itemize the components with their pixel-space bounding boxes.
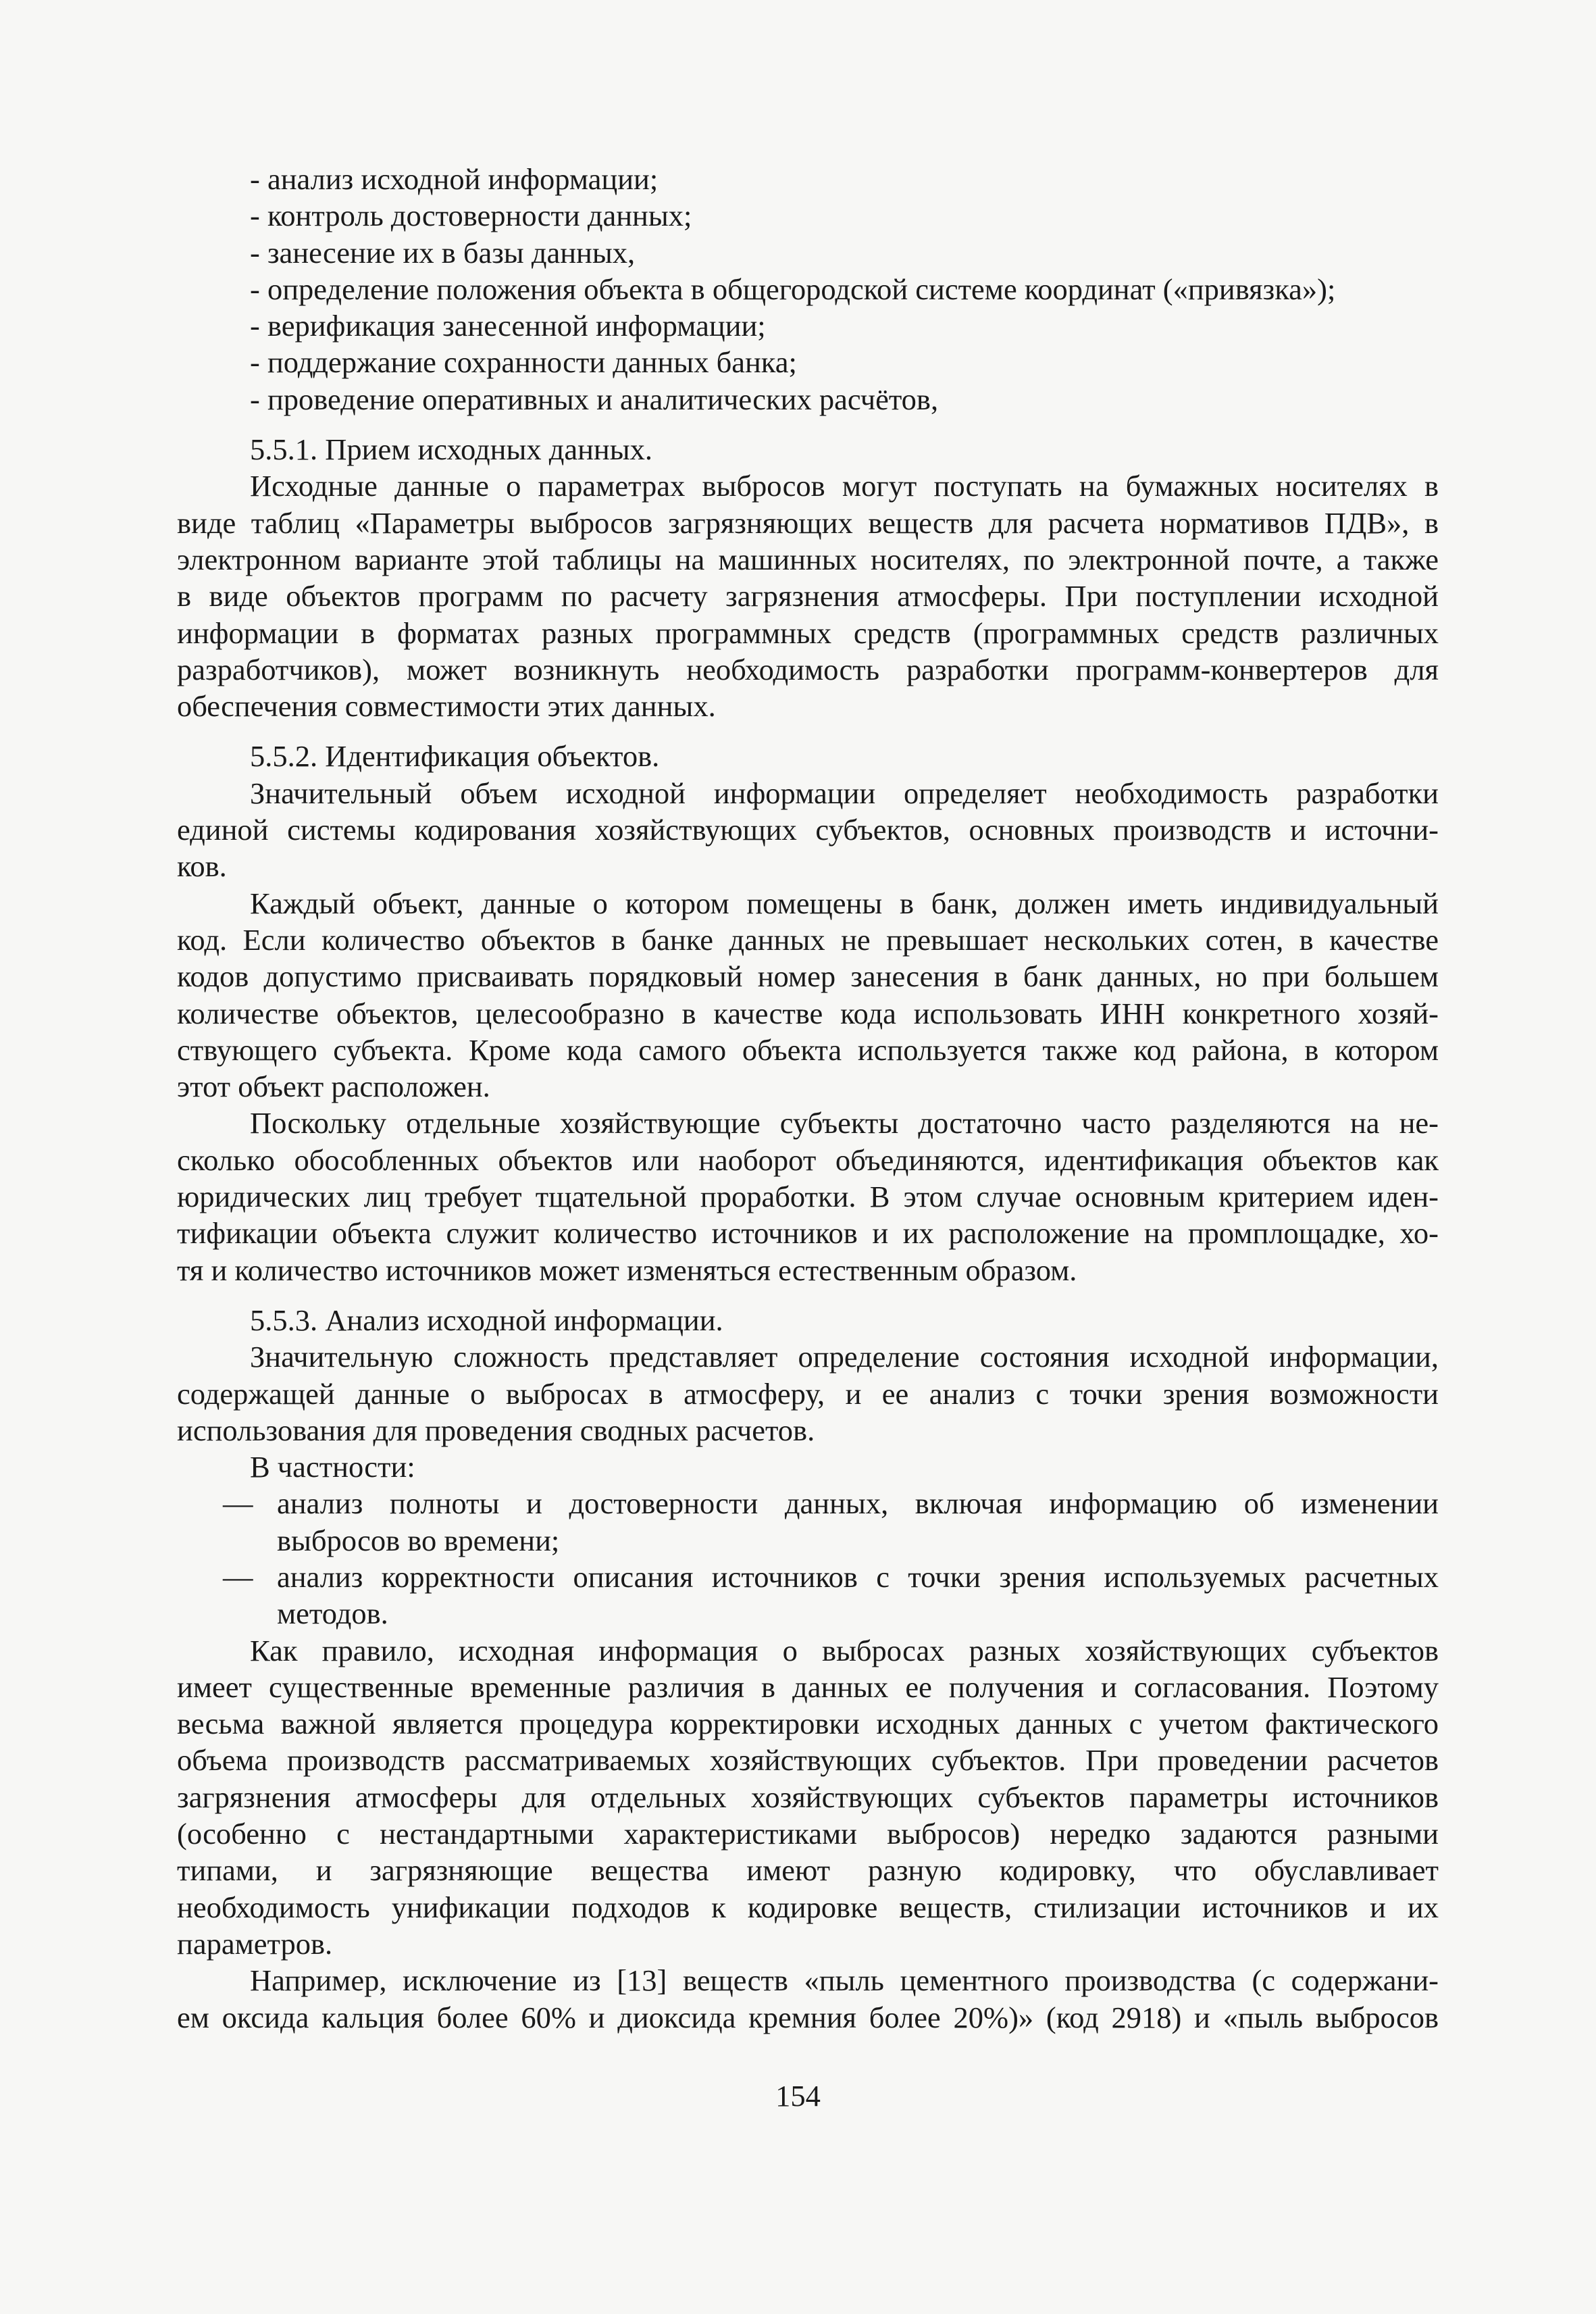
paragraph-line: информации в форматах разных программных средств (программных средств различных (177, 615, 1439, 650)
dash-list-item (177, 1559, 1439, 1632)
section-5-5-2 (177, 738, 1439, 1288)
paragraph-line: Исходные данные о параметрах выбросов могут поступать на бумажных носителях в (250, 469, 1439, 503)
section-5-5-3 (177, 1302, 1439, 2036)
paragraph-line: Поскольку отдельные хозяйствующие субъекты достаточно часто разделяются на не- (250, 1106, 1439, 1140)
section-heading: 5.5.3. Анализ исходной информации. (250, 1303, 723, 1337)
page-body (177, 161, 1439, 2036)
section-heading: 5.5.1. Прием исходных данных. (250, 432, 653, 467)
paragraph-line: весьма важной является процедура корректировки исходных данных с учетом фактического (177, 1707, 1439, 1741)
task-list (177, 161, 1439, 418)
list-item: - проведение оперативных и аналитических расчётов, (250, 382, 939, 416)
paragraph-line: единой системы кодирования хозяйствующих субъектов, основных производств и источни- (177, 813, 1439, 847)
page-number: 154 (775, 2079, 821, 2113)
section-5-5-1 (177, 431, 1439, 724)
paragraph-line: анализ корректности описания источников с точки зрения используемых расчетных (277, 1559, 1439, 1594)
section-heading: 5.5.2. Идентификация объектов. (250, 739, 660, 774)
paragraph-line: тификации объекта служит количество источников и их расположение на промплощадке, хо- (177, 1216, 1439, 1251)
paragraph-line: имеет существенные временные различия в данных ее получения и согласования. Поэтому (177, 1669, 1439, 1704)
paragraph-line: объема производств рассматриваемых хозяйствующих субъектов. При проведении расчетов (177, 1743, 1439, 1778)
list-item: - определение положения объекта в общегородской системе координат («привязка»); (250, 272, 1336, 306)
paragraph-line: В частности: (250, 1450, 415, 1484)
paragraph-line: тя и количество источников может изменяться естественным образом. (177, 1253, 1077, 1287)
dash-list-item (177, 1485, 1439, 1559)
list-item: - верификация занесенной информации; (250, 309, 766, 343)
paragraph-line: Как правило, исходная информация о выбросах разных хозяйствующих субъектов (250, 1633, 1439, 1667)
paragraph-line: (особенно с нестандартными характеристиками выбросов) нередко задаются разными (177, 1817, 1439, 1851)
paragraph-line: необходимость унификации подходов к кодировке веществ, стилизации источников и их (177, 1890, 1439, 1924)
paragraph-line: использования для проведения сводных расчетов. (177, 1413, 815, 1447)
paragraph-line: обеспечения совместимости этих данных. (177, 689, 716, 724)
paragraph-line: виде таблиц «Параметры выбросов загрязняющих веществ для расчета нормативов ПДВ», в (177, 505, 1439, 540)
paragraph-line: Каждый объект, данные о котором помещены в банк, должен иметь индивидуальный (250, 886, 1439, 920)
list-item: - занесение их в базы данных, (250, 235, 636, 270)
paragraph-line: ем оксида кальция более 60% и диоксида кремния более 20%)» (код 2918) и «пыль выбросов (177, 2000, 1439, 2034)
paragraph-line: выбросов во времени; (277, 1523, 560, 1557)
paragraph-line: методов. (277, 1596, 388, 1631)
paragraph-line: количестве объектов, целесообразно в качестве кода использовать ИНН конкретного хозяй- (177, 996, 1439, 1030)
paragraph-line: код. Если количество объектов в банке данных не превышает нескольких сотен, в качестве (177, 922, 1439, 957)
paragraph-line: Значительный объем исходной информации определяет необходимость разработки (250, 776, 1439, 810)
dash-bullet: — (223, 1559, 253, 1594)
paragraph-line: Например, исключение из [13] веществ «пыль цементного производства (с содержани- (250, 1963, 1439, 1998)
list-item: - поддержание сохранности данных банка; (250, 345, 797, 380)
paragraph-line: ствующего субъекта. Кроме кода самого объекта используется также код района, в котором (177, 1032, 1439, 1067)
list-item: - контроль достоверности данных; (250, 199, 692, 233)
paragraph-line: Значительную сложность представляет определение состояния исходной информации, (250, 1340, 1439, 1374)
paragraph-line: разработчиков), может возникнуть необходимость разработки программ-конвертеров для (177, 652, 1439, 686)
paragraph-line: ков. (177, 849, 227, 884)
paragraph-line: содержащей данные о выбросах в атмосферу, и ее анализ с точки зрения возможности (177, 1376, 1439, 1411)
paragraph-line: этот объект расположен. (177, 1070, 490, 1104)
paragraph-line: электронном варианте этой таблицы на машинных носителях, по электронной почте, а также (177, 542, 1439, 576)
paragraph-line: загрязнения атмосферы для отдельных хозяйствующих субъектов параметры источников (177, 1780, 1439, 1814)
list-item: - анализ исходной информации; (250, 162, 659, 196)
paragraph-line: анализ полноты и достоверности данных, включая информацию об изменении (277, 1486, 1439, 1521)
paragraph-line: параметров. (177, 1926, 333, 1961)
paragraph-line: типами, и загрязняющие вещества имеют разную кодировку, что обуславливает (177, 1853, 1439, 1888)
paragraph-line: кодов допустимо присваивать порядковый номер занесения в банк данных, но при большем (177, 959, 1439, 994)
dash-bullet: — (223, 1486, 253, 1521)
paragraph-line: в виде объектов программ по расчету загрязнения атмосферы. При поступлении исходной (177, 579, 1439, 613)
paragraph-line: сколько обособленных объектов или наоборот объединяются, идентификация объектов как (177, 1142, 1439, 1177)
paragraph-line: юридических лиц требует тщательной проработки. В этом случае основным критерием иден- (177, 1180, 1439, 1214)
